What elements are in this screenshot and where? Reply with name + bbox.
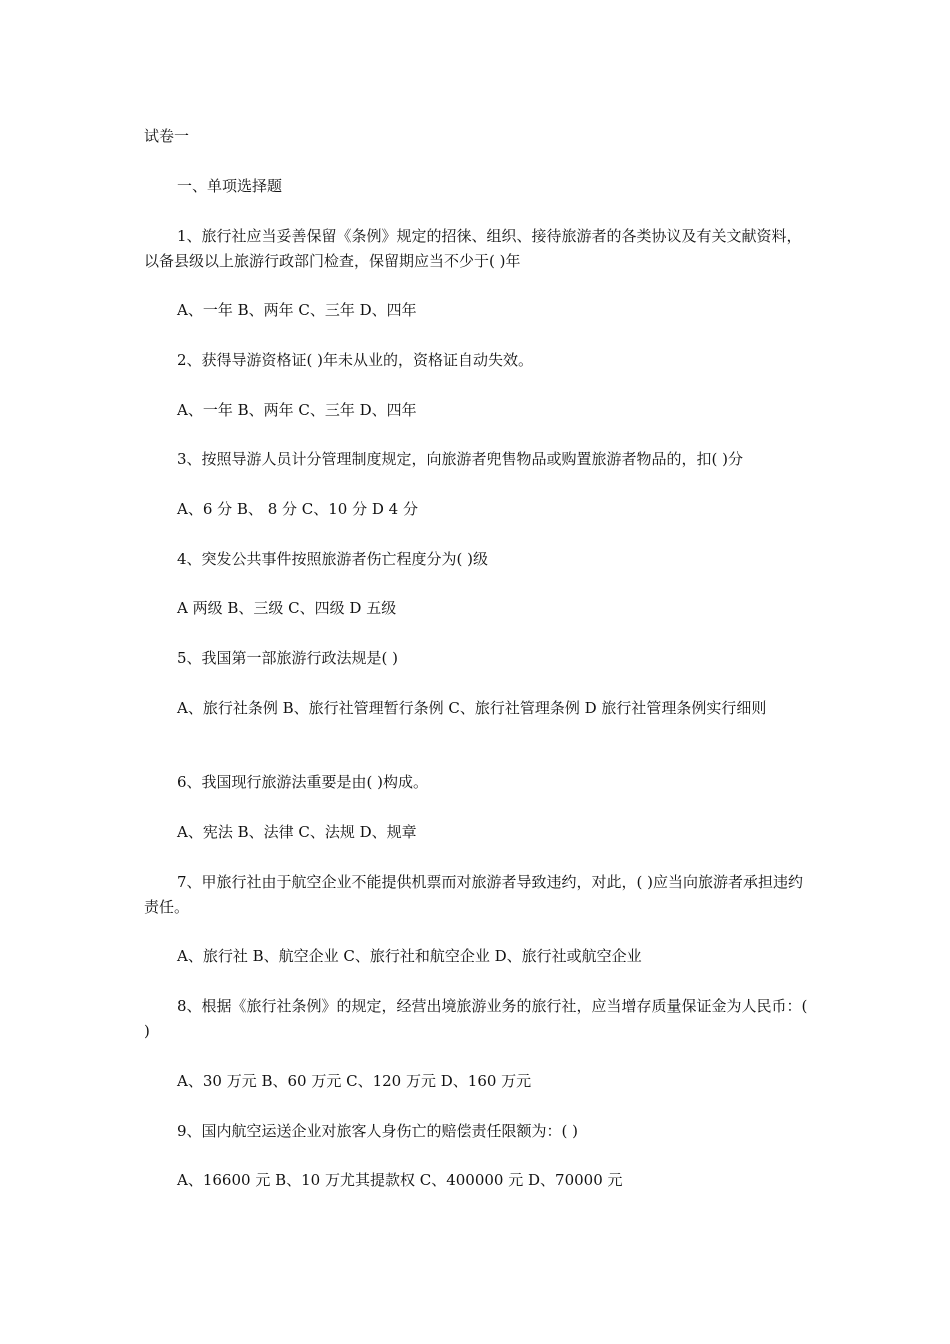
document-title: 试卷一 [144,127,190,145]
question-4-stem: 4、突发公共事件按照旅游者伤亡程度分为( )级 [177,550,489,568]
question-4-options: A 两级 B、三级 C、四级 D 五级 [177,599,397,617]
question-7-stem: 7、甲旅行社由于航空企业不能提供机票而对旅游者导致违约，对此，( )应当向旅游者承担违约责任。 [144,873,804,916]
question-5-stem: 5、我国第一部旅游行政法规是( ) [177,649,399,667]
question-9-options: A、16600 元 B、10 万尤其提款权 C、400000 元 D、70000 元 [177,1171,623,1189]
question-2-options: A、一年 B、两年 C、三年 D、四年 [177,401,417,419]
question-3-options: A、6 分 B、 8 分 C、10 分 D 4 分 [177,500,418,518]
question-6-stem: 6、我国现行旅游法重要是由( )构成。 [177,773,429,791]
question-1-stem: 1、旅行社应当妥善保留《条例》规定的招徕、组织、接待旅游者的各类协议及有关文献资料，以备县级以上旅游行政部门检查，保留期应当不少于( )年 [144,227,802,270]
question-1-options: A、一年 B、两年 C、三年 D、四年 [177,301,417,319]
question-8-stem: 8、根据《旅行社条例》的规定，经营出境旅游业务的旅行社，应当增存质量保证金为人民币：( ) [144,997,808,1040]
question-8-options: A、30 万元 B、60 万元 C、120 万元 D、160 万元 [177,1072,532,1090]
question-5-options: A、旅行社条例 B、旅行社管理暂行条例 C、旅行社管理条例 D 旅行社管理条例实行细则 [177,699,767,717]
question-9-stem: 9、国内航空运送企业对旅客人身伤亡的赔偿责任限额为：( ) [177,1122,579,1140]
question-7-options: A、旅行社 B、航空企业 C、旅行社和航空企业 D、旅行社或航空企业 [177,947,642,965]
question-2-stem: 2、获得导游资格证( )年未从业的，资格证自动失效。 [177,351,534,369]
question-3-stem: 3、按照导游人员计分管理制度规定，向旅游者兜售物品或购置旅游者物品的，扣( )分 [177,450,744,468]
question-6-options: A、宪法 B、法律 C、法规 D、规章 [177,823,417,841]
section-heading: 一、单项选择题 [177,177,283,195]
